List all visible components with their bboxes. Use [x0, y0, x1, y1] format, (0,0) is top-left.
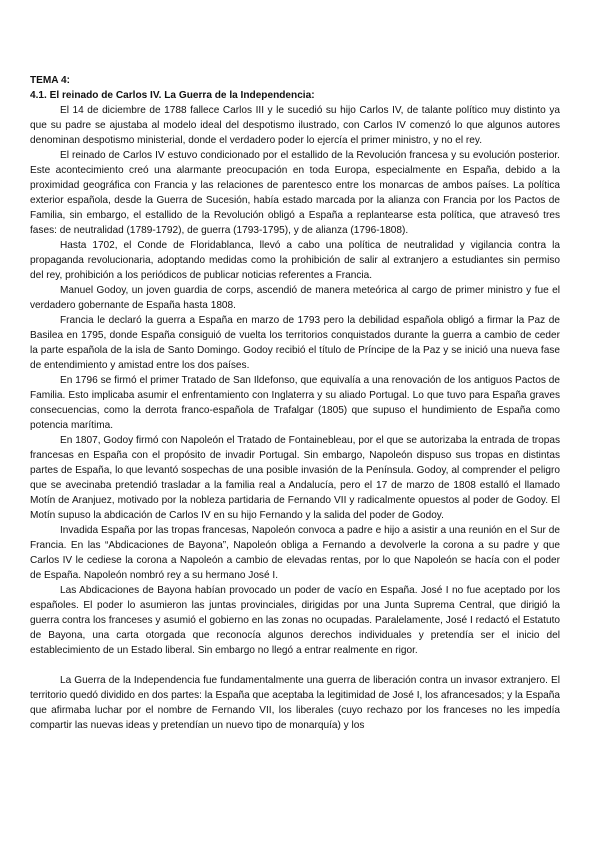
paragraph-san-ildefonso: En 1796 se firmó el primer Tratado de San Ildefonso, que equivalía a una renovación de los antiguos Pactos de Familia. Esto implicaba asumir el enfrentamiento con Inglaterra y su aliado Portugal. Lo que tuvo para España graves consecuencias, como la derrota franco-española de Trafalgar (1805) que supuso el hundimiento de España como potencia marítima. [30, 375, 560, 431]
paragraph-paz-de-basilea: Francia le declaró la guerra a España en marzo de 1793 pero la debilidad española obligó a firmar la Paz de Basilea en 1795, donde España consiguió de vuelta los territorios conquistados durante la guerra a cambio de ceder la parte española de la isla de Santo Domingo. Godoy recibió el título de Príncipe de la Paz y se inició una nueva fase de entendimiento y amistad entre los dos países. [30, 315, 560, 371]
paragraph-abdicaciones-bayona: Invadida España por las tropas francesas, Napoleón convoca a padre e hijo a asistir a una reunión en el Sur de Francia. En las “Abdicaciones de Bayona”, Napoleón obliga a Fernando a devolverle la corona a su padre y que Carlos IV le cediese la corona a Napoleón a cambio de elevadas rentas, por lo que Napoleón se hacía con el poder de España. Napoleón nombró rey a su hermano José I. [30, 525, 560, 581]
paragraph-godoy: Manuel Godoy, un joven guardia de corps, ascendió de manera meteórica al cargo de primer ministro y fue el verdadero gobernante de España hasta 1808. [30, 285, 560, 311]
paragraph-guerra-independencia: La Guerra de la Independencia fue fundamentalmente una guerra de liberación contra un invasor extranjero. El territorio quedó dividido en dos partes: la España que aceptaba la legitimidad de José I, los afrancesados; y la España que afirmaba luchar por el nombre de Fernando VII, los liberales (cuyo rechazo por los franceses no les impedía compartir las nuevas ideas y pretendían un nuevo tipo de monarquía) y los [30, 675, 560, 731]
paragraph-spacer [30, 658, 560, 673]
paragraph-carlos-iv-succession: El 14 de diciembre de 1788 fallece Carlos III y le sucedió su hijo Carlos IV, de talante político muy distinto ya que su padre se ajustaba al modelo ideal del despotismo ilustrado, con Carlos IV comenzó lo que algunos autores denominan despotismo ministerial, donde el verdadero poder lo ejercía el primer ministro, y no el rey. [30, 105, 560, 146]
paragraph-french-revolution: El reinado de Carlos IV estuvo condicionado por el estallido de la Revolución francesa y su evolución posterior. Este acontecimiento creó una alarmante preocupación en toda Europa, especialmente en España, debido a la proximidad geográfica con Francia y las relaciones de parentesco entre los monarcas de ambos países. La política exterior española, desde la Guerra de Sucesión, había estado marcada por la alianza con Francia por los Pactos de Familia, sin embargo, el estallido de la Revolución obligó a España a replantearse esta política, que atravesó tres fases: de neutralidad (1789-1792), de guerra (1793-1795), y de alianza (1796-1808). [30, 150, 560, 236]
paragraph-fontainebleau: En 1807, Godoy firmó con Napoleón el Tratado de Fontainebleau, por el que se autorizaba la entrada de tropas francesas en España con el propósito de invadir Portugal. Sin embargo, Napoleón dispuso sus tropas en distintas partes de España, lo que levantó sospechas de una posible invasión de la Península. Godoy, al comprender el peligro que se avecinaba pretendió trasladar a la familia real a Andalucía, pero el 17 de marzo de 1808 estalló el llamado Motín de Aranjuez, motivado por la nobleza partidaria de Fernando VII y radicalmente opuestos al poder de Godoy. El Motín supuso la abdicación de Carlos IV en su hijo Fernando y la salida del poder de Godoy. [30, 435, 560, 521]
paragraph-floridablanca: Hasta 1702, el Conde de Floridablanca, llevó a cabo una política de neutralidad y vigilancia contra la propaganda revolucionaria, adoptando medidas como la prohibición de salir al extranjero a estudiantes sin permiso del rey, prohibición a los periódicos de publicar noticias referentes a Francia. [30, 240, 560, 281]
paragraph-poder-de-vacio: Las Abdicaciones de Bayona habían provocado un poder de vacío en España. José I no fue aceptado por los españoles. El poder lo asumieron las juntas provinciales, dirigidas por una Junta Suprema Central, que dirigió la guerra contra los franceses y asumió el gobierno en las zonas no ocupadas. Paralelamente, José I redactó el Estatuto de Bayona, una carta otorgada que reconocía algunos derechos individuales y pretendía ser el inicio del establecimiento de un Estado liberal. Sin embargo no llegó a entrar realmente en rigor. [30, 585, 560, 656]
document-body [30, 73, 560, 733]
topic-heading: TEMA 4: [30, 75, 71, 86]
section-heading: 4.1. El reinado de Carlos IV. La Guerra de la Independencia: [30, 90, 315, 101]
